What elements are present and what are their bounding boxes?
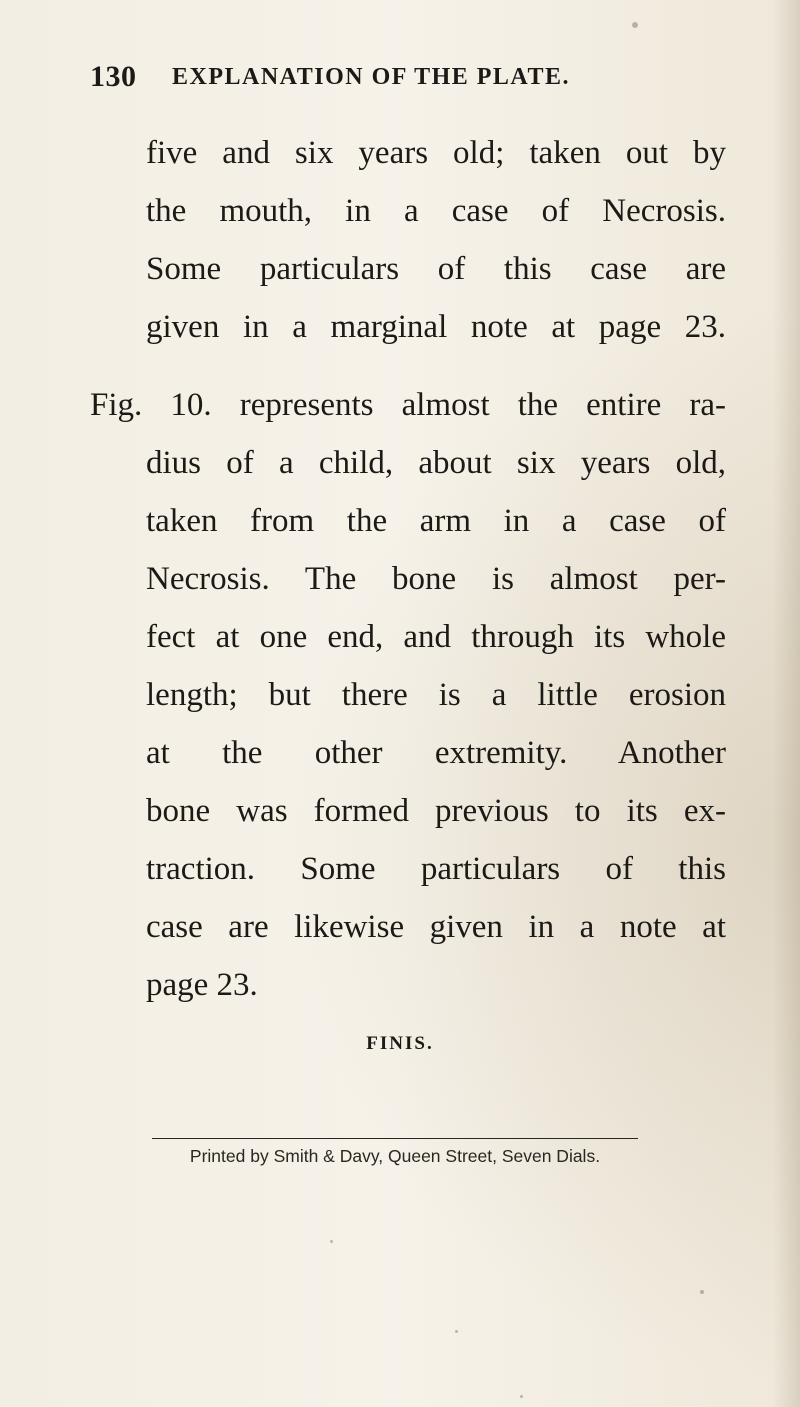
text-line: length; but there is a little erosion xyxy=(146,677,726,713)
page-header xyxy=(90,60,750,100)
text-line: bone was formed previous to its ex- xyxy=(146,793,726,829)
text-line: the mouth, in a case of Necrosis. xyxy=(146,193,726,229)
text-line: traction. Some particulars of this xyxy=(146,851,726,887)
text-line: fect at one end, and through its whole xyxy=(146,619,726,655)
figure-caption-start: Fig. 10. represents almost the entire ra- xyxy=(90,387,726,423)
running-head: EXPLANATION OF THE PLATE. xyxy=(172,64,570,90)
text-line: dius of a child, about six years old, xyxy=(146,445,726,481)
text-line: taken from the arm in a case of xyxy=(146,503,726,539)
text-line: Necrosis. The bone is almost per- xyxy=(146,561,726,597)
text-line: given in a marginal note at page 23. xyxy=(146,309,726,345)
printer-imprint: Printed by Smith & Davy, Queen Street, Seven Dials. xyxy=(189,1146,601,1166)
text-line: page 23. xyxy=(146,967,258,1003)
text-line: at the other extremity. Another xyxy=(146,735,726,771)
imprint-rule xyxy=(152,1138,638,1139)
page-number: 130 xyxy=(90,60,137,93)
text-line: five and six years old; taken out by xyxy=(146,135,726,171)
text-line: case are likewise given in a note at xyxy=(146,909,726,945)
page-edge-shadow xyxy=(772,0,800,1407)
text-line: Some particulars of this case are xyxy=(146,251,726,287)
finis-label: FINIS. xyxy=(366,1033,434,1054)
